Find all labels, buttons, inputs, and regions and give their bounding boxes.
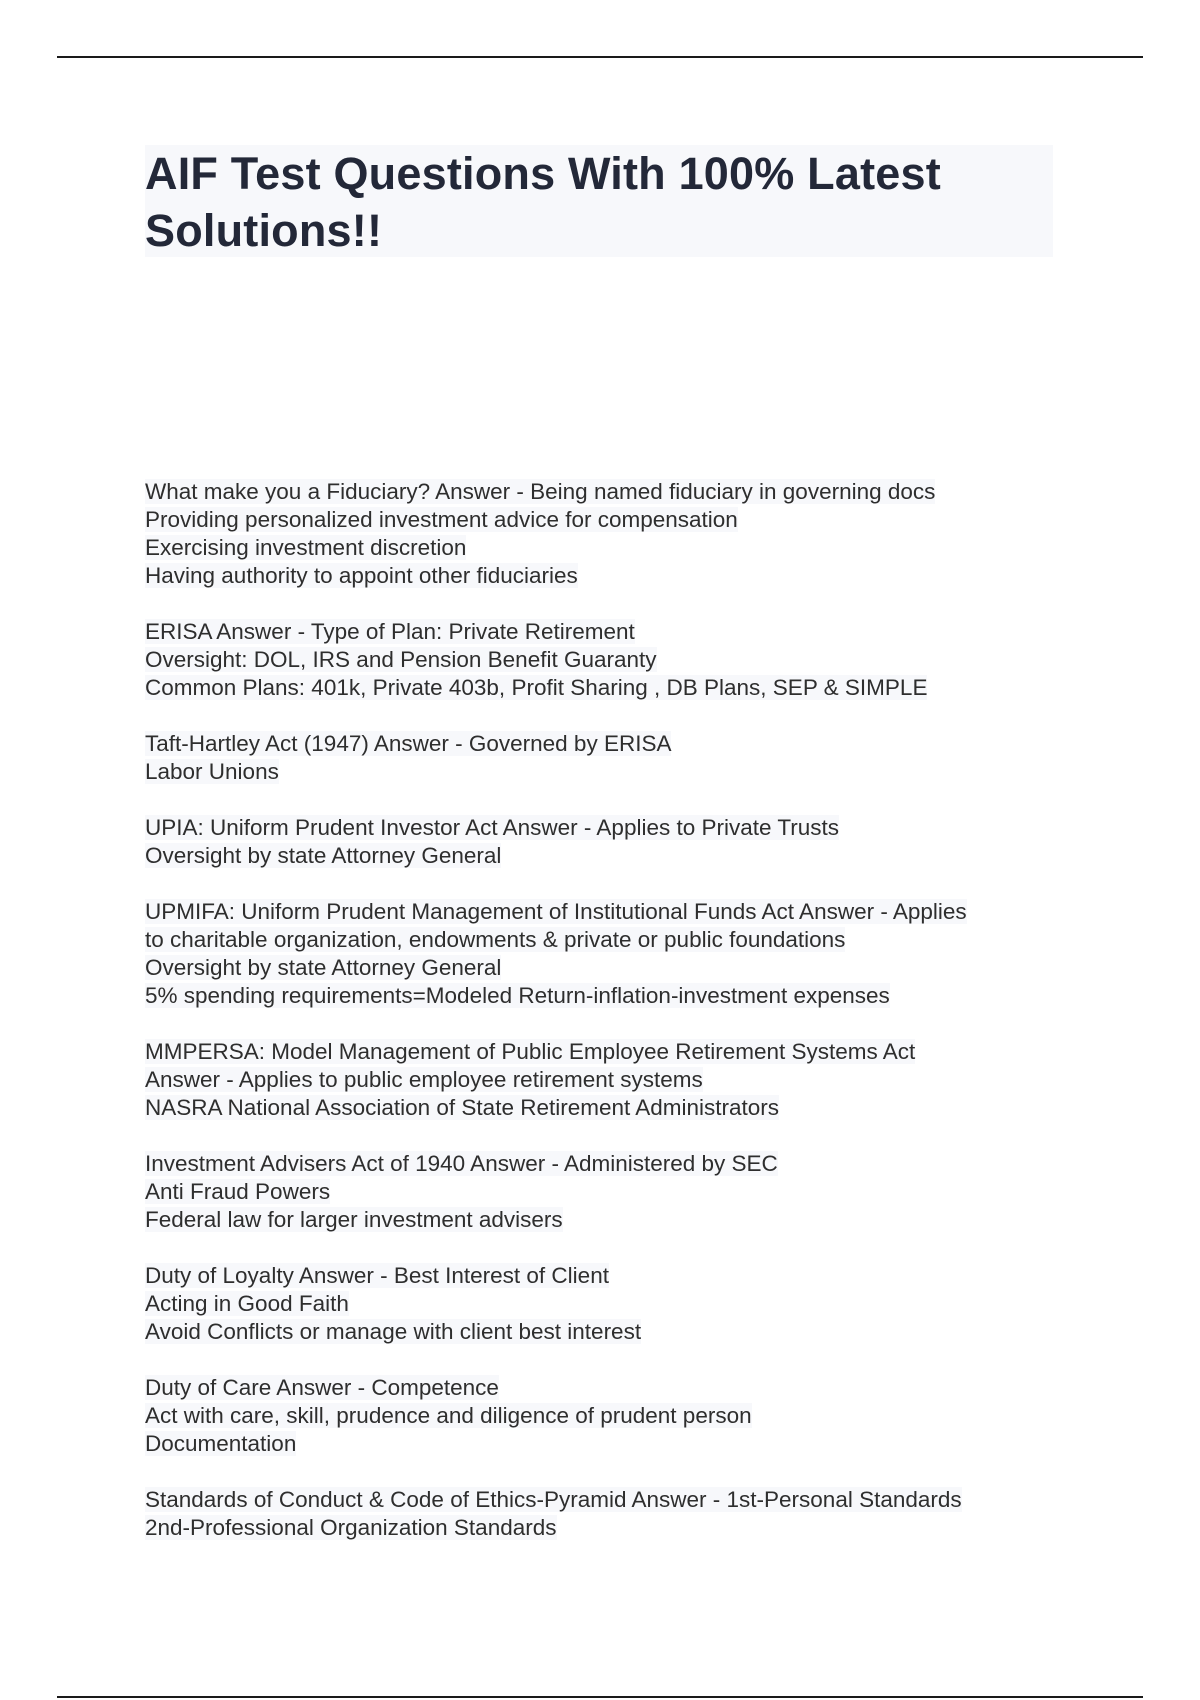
qa-line: Duty of Loyalty Answer - Best Interest of Client <box>145 1263 609 1288</box>
qa-line: Act with care, skill, prudence and diligence of prudent person <box>145 1403 752 1428</box>
qa-line: Investment Advisers Act of 1940 Answer - Administered by SEC <box>145 1151 778 1176</box>
qa-line: NASRA National Association of State Retirement Administrators <box>145 1095 780 1120</box>
qa-line: Anti Fraud Powers <box>145 1179 331 1204</box>
title-block <box>145 145 1053 257</box>
qa-line: Oversight: DOL, IRS and Pension Benefit Guaranty <box>145 647 657 672</box>
document-title: AIF Test Questions With 100% Latest Solutions!! <box>145 148 941 256</box>
qa-line: 5% spending requirements=Modeled Return-inflation-investment expenses <box>145 983 890 1008</box>
qa-item-taft-hartley <box>145 730 1065 786</box>
top-rule <box>57 56 1143 58</box>
qa-line: Labor Unions <box>145 759 279 784</box>
qa-line: UPIA: Uniform Prudent Investor Act Answer - Applies to Private Trusts <box>145 815 840 840</box>
qa-item-upia <box>145 814 1065 870</box>
qa-line: Having authority to appoint other fiduciaries <box>145 563 578 588</box>
qa-line: ERISA Answer - Type of Plan: Private Retirement <box>145 619 635 644</box>
qa-line: Taft-Hartley Act (1947) Answer - Governed by ERISA <box>145 731 672 756</box>
qa-line: Documentation <box>145 1431 297 1456</box>
qa-line: Duty of Care Answer - Competence <box>145 1375 499 1400</box>
qa-list <box>145 478 1065 1570</box>
qa-line: Standards of Conduct & Code of Ethics-Pyramid Answer - 1st-Personal Standards <box>145 1487 962 1512</box>
qa-line: Avoid Conflicts or manage with client best interest <box>145 1319 642 1344</box>
qa-line: to charitable organization, endowments & private or public foundations <box>145 927 846 952</box>
qa-line: Providing personalized investment advice for compensation <box>145 507 738 532</box>
qa-line: Answer - Applies to public employee retirement systems <box>145 1067 703 1092</box>
qa-line: Acting in Good Faith <box>145 1291 349 1316</box>
qa-line: UPMIFA: Uniform Prudent Management of Institutional Funds Act Answer - Applies <box>145 899 967 924</box>
qa-item-mmpersa <box>145 1038 1065 1122</box>
qa-line: Oversight by state Attorney General <box>145 843 502 868</box>
qa-line: Common Plans: 401k, Private 403b, Profit Sharing , DB Plans, SEP & SIMPLE <box>145 675 928 700</box>
qa-line: Oversight by state Attorney General <box>145 955 502 980</box>
qa-item-investment-advisers-act <box>145 1150 1065 1234</box>
qa-line: What make you a Fiduciary? Answer - Being named fiduciary in governing docs <box>145 479 936 504</box>
qa-line: Federal law for larger investment advisers <box>145 1207 563 1232</box>
qa-line: 2nd-Professional Organization Standards <box>145 1515 557 1540</box>
qa-line: MMPERSA: Model Management of Public Employee Retirement Systems Act <box>145 1039 916 1064</box>
qa-item-duty-of-care <box>145 1374 1065 1458</box>
bottom-rule <box>57 1696 1143 1698</box>
qa-item-duty-of-loyalty <box>145 1262 1065 1346</box>
qa-line: Exercising investment discretion <box>145 535 467 560</box>
qa-item-fiduciary <box>145 478 1065 590</box>
qa-item-standards-of-conduct <box>145 1486 1065 1542</box>
qa-item-erisa <box>145 618 1065 702</box>
qa-item-upmifa <box>145 898 1065 1010</box>
